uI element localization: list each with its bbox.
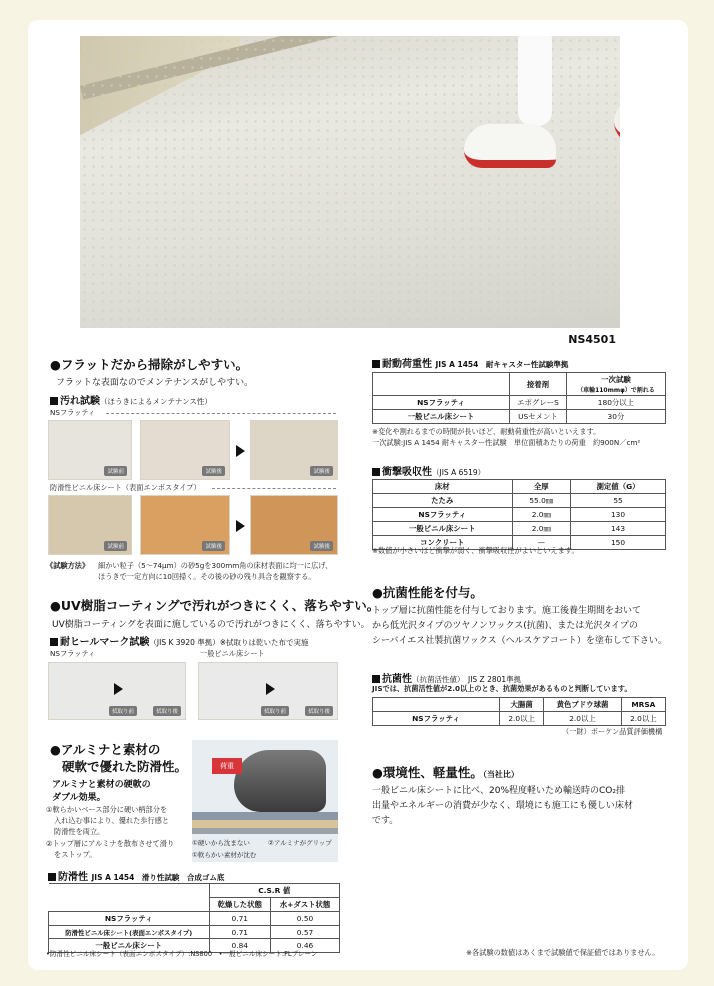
- antibac-org: （一財）ボーケン品質評価機構: [562, 727, 663, 736]
- arrow-icon: [236, 445, 245, 457]
- section-title-alumina-2: 硬軟で優れた防滑性。: [62, 759, 188, 774]
- method-text: ほうきで一定方向に10回掃く。その後の砂の残り具合を観察する。: [98, 572, 316, 581]
- heel-general: 拭取り前 拭取り後: [198, 662, 338, 720]
- footer-note: ※各試験の数値はあくまで試験値で保証値ではありません。: [466, 948, 660, 957]
- hero-photo: [80, 36, 620, 328]
- load-note: ※変化や割れるまでの時間が長いほど、耐動荷重性が高いといえます。: [372, 427, 601, 436]
- divider: [106, 413, 336, 414]
- boot-icon: [234, 750, 326, 812]
- layer: [192, 812, 338, 820]
- antibac-test-title: 抗菌性（抗菌活性値） JIS Z 2801準拠: [372, 670, 521, 685]
- arrow-icon: [114, 683, 123, 695]
- antibac-body: トップ層に抗菌性能を付与しております。施工後養生期間をおいて: [372, 606, 642, 616]
- table-row: NSフラッティ エポグレーS 180分以上: [373, 396, 666, 410]
- slip-title: 防滑性 JIS A 1454 滑り性試験 合成ゴム底: [48, 868, 224, 883]
- section-title-eco: ●環境性、軽量性。（当社比）: [372, 765, 519, 780]
- section-title-antibac: ●抗菌性能を付与。: [372, 585, 483, 600]
- sample-ns-after-zoom: 試験後: [250, 420, 338, 480]
- product-code: NS4501: [568, 333, 616, 346]
- row-label-emboss: 防滑性ビニル床シート（表面エンボスタイプ）: [50, 483, 201, 492]
- square-bullet-icon: [50, 397, 58, 405]
- section-title-alumina: ●アルミナと素材の: [50, 742, 161, 757]
- antibac-body: から低光沢タイプのツヤノンワックス(抗菌)、または光沢タイプの: [372, 621, 638, 631]
- leg: [518, 36, 552, 126]
- table-row: コンクリート — 150: [373, 536, 666, 550]
- table-row: 一般ビニル床シート 2.0㎜ 143: [373, 522, 666, 536]
- table-row: 一般ビニル床シート 0.84 0.46: [49, 939, 340, 953]
- illus-label: ①硬いから沈まない: [192, 839, 250, 847]
- method-text: 細かい粒子（5～74μm）の砂5gを300mm角の床材表面に均一に広げ、: [98, 561, 333, 570]
- point: ①軟らかいベース部分に硬い柄部分を: [46, 805, 168, 814]
- load-note: 一次試験:JIS A 1454 耐キャスター性試験 単位面積あたりの荷重 約900N／cm²: [372, 438, 641, 447]
- table-row: NSフラッティ 2.0以上 2.0以上 2.0以上: [373, 712, 666, 726]
- test-title-heel: 耐ヒールマーク試験（JIS K 3920 準拠）※拭取りは乾いた布で実施: [50, 633, 309, 648]
- impact-note: ※数値が小さいほど衝撃が弱く、衝撃吸収性がよいといえます。: [372, 546, 579, 555]
- load-title: 耐動荷重性 JIS A 1454 耐キャスター性試験準拠: [372, 355, 568, 370]
- section-title-flat: ●フラットだから掃除がしやすい。: [50, 357, 249, 372]
- shoe: [464, 124, 556, 168]
- antibac-desc: JISでは、抗菌活性値が2.0以上のとき、抗菌効果があるものと判断しています。: [372, 684, 632, 693]
- body: アルミナと素材の硬軟の: [52, 780, 151, 790]
- slip-table: C.S.R 値 乾燥した状態 水+ダスト状態 NSフラッティ 0.71 0.50 防滑性ビニル床シート(表面エンボスタイプ) 0.71 0.57 一般ビニル床シート 0.84 0.46: [48, 883, 340, 953]
- layer: [192, 828, 338, 834]
- eco-body: 出量やエネルギーの消費が少なく、環境にも施工にも優しい床材: [372, 801, 633, 811]
- label-general: 一般ビニル床シート: [200, 649, 265, 658]
- sample-emboss-before: 試験前: [48, 495, 132, 555]
- table-row: 一般ビニル床シート USセメント 30分: [373, 410, 666, 424]
- square-bullet-icon: [372, 360, 380, 368]
- sample-ns-after: 試験後: [140, 420, 230, 480]
- section-title-uv: ●UV樹脂コーティングで汚れがつきにくく、落ちやすい。: [50, 598, 380, 613]
- square-bullet-icon: [50, 638, 58, 646]
- table-row: 防滑性ビニル床シート(表面エンボスタイプ) 0.71 0.57: [49, 926, 340, 939]
- arrow-icon: [236, 520, 245, 532]
- load-label: 荷重: [212, 758, 242, 774]
- grip-illustration: [192, 740, 338, 862]
- sample-emboss-after: 試験後: [140, 495, 230, 555]
- test-title-stain: 汚れ試験（ほうきによるメンテナンス性）: [50, 392, 212, 407]
- slip-note: •防滑性ビニル床シート（表面エンボスタイプ）:NS800 •一般ビニル床シート:FLプレーン: [46, 950, 318, 958]
- impact-title: 衝撃吸収性（JIS A 6519）: [372, 463, 485, 478]
- body: ダブル効果。: [52, 793, 106, 803]
- section-body: UV樹脂コーティングを表面に施しているので汚れがつきにくく、落ちやすい。: [52, 620, 370, 630]
- heel-ns: 拭取り前 拭取り後: [48, 662, 186, 720]
- table-row: たたみ 55.0㎜ 55: [373, 494, 666, 508]
- section-body: フラットな表面なのでメンテナンスがしやすい。: [56, 378, 254, 388]
- square-bullet-icon: [372, 468, 380, 476]
- point: ②トップ層にアルミナを散布させて滑り: [46, 839, 175, 848]
- point: 防滑性を両立。: [54, 827, 105, 836]
- square-bullet-icon: [48, 873, 56, 881]
- row-label-ns: NSフラッティ: [50, 408, 96, 417]
- arrow-icon: [266, 683, 275, 695]
- method-label: 《試験方法》: [46, 561, 90, 570]
- label-ns: NSフラッティ: [50, 649, 96, 658]
- antibac-body: シーバイエス社製抗菌ワックス（ヘルスケアコート）を塗布して下さい。: [372, 636, 667, 646]
- point: をストップ。: [54, 850, 97, 859]
- eco-body: 一般ビニル床シートに比べ、20%程度軽いため輸送時のCO₂排: [372, 786, 625, 796]
- impact-table: 床材 全厚 測定値（G） たたみ 55.0㎜ 55 NSフラッティ 2.0㎜ 130 一般ビニル床シート 2.0㎜ 143 コンクリート — 150: [372, 479, 666, 550]
- point: 入れ込む事により、優れた歩行感と: [54, 816, 170, 825]
- sample-emboss-after-zoom: 試験後: [250, 495, 338, 555]
- table-row: NSフラッティ 0.71 0.50: [49, 912, 340, 926]
- load-table: 接着剤 一次試験 （車輪110mmφ）で割れる NSフラッティ エポグレーS 180分以上 一般ビニル床シート USセメント 30分: [372, 372, 666, 424]
- antibac-table: 大腸菌 黄色ブドウ球菌 MRSA NSフラッティ 2.0以上 2.0以上 2.0以上: [372, 697, 666, 726]
- illus-label: ②アルミナがグリップ: [268, 839, 332, 847]
- table-row: NSフラッティ 2.0㎜ 130: [373, 508, 666, 522]
- illus-label: ①軟らかい素材が沈む: [192, 851, 257, 859]
- sample-ns-before: 試験前: [48, 420, 132, 480]
- divider: [212, 488, 336, 489]
- layer: [192, 820, 338, 828]
- eco-body: です。: [372, 816, 399, 826]
- square-bullet-icon: [372, 675, 380, 683]
